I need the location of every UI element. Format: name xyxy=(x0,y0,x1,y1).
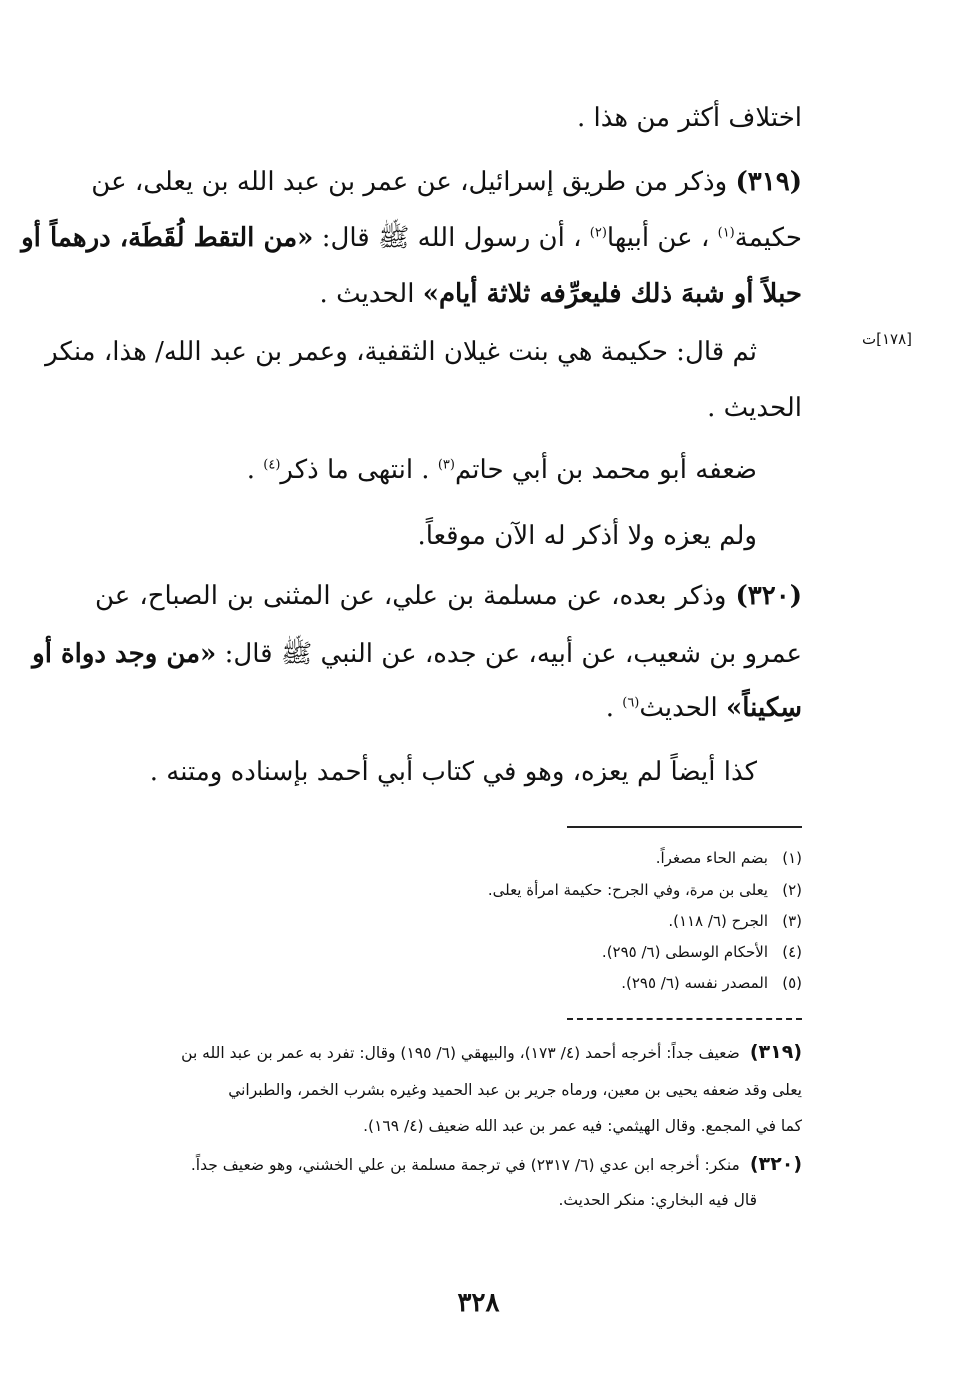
text-line-4 xyxy=(320,274,802,314)
text-line-11 xyxy=(606,688,802,728)
editor-note-key: (٣١٩) xyxy=(749,1041,802,1063)
footnote-ref-1: (١) xyxy=(717,225,735,241)
editor-note-319-line-3 xyxy=(363,1112,802,1140)
page-number: ٣٢٨ xyxy=(457,1288,500,1318)
editor-note-text: كما في المجمع. وقال الهيثمي: فيه عمر بن عبد الله ضعيف (٤/ ١٦٩). xyxy=(363,1117,802,1135)
hadith-quote: سِكيناً» xyxy=(725,693,802,723)
footnote-key: (١) xyxy=(782,849,802,867)
text-span: . xyxy=(605,693,614,723)
text-span: . انتهى ما ذكر xyxy=(280,455,430,485)
text-line-3 xyxy=(21,218,802,258)
text-line-12 xyxy=(150,752,757,792)
entry-number-320: (٣٢٠) xyxy=(735,581,802,611)
text-span: ، أن رسول الله ﷺ قال: xyxy=(321,223,582,253)
text-line-8 xyxy=(417,516,757,556)
footnote-4 xyxy=(602,940,802,964)
footnote-text: بضم الحاء مصغراً. xyxy=(655,849,768,867)
footnote-text: المصدر نفسه (٦/ ٢٩٥). xyxy=(621,974,768,992)
text-span: اختلاف أكثر من هذا . xyxy=(576,103,802,133)
editor-note-320-line-2 xyxy=(559,1186,758,1214)
footnote-key: (٣) xyxy=(782,912,802,930)
footnote-5 xyxy=(621,971,802,995)
editor-note-key: (٣٢٠) xyxy=(749,1153,802,1175)
text-line-9 xyxy=(95,576,802,616)
text-span: الحديث . xyxy=(707,393,802,423)
text-span: ، عن أبيها xyxy=(606,223,710,253)
editor-notes-separator xyxy=(567,1018,802,1020)
text-span: عمرو بن شعيب، عن أبيه، عن جده، عن النبي ﷺ قال: xyxy=(224,639,802,669)
footnote-separator xyxy=(567,826,802,828)
footnote-1 xyxy=(656,846,802,870)
footnote-key: (٤) xyxy=(782,943,802,961)
footnote-ref-4: (٤) xyxy=(263,457,281,473)
editor-note-320-line-1 xyxy=(191,1150,802,1179)
editor-note-text: قال فيه البخاري: منكر الحديث. xyxy=(558,1191,757,1209)
footnote-ref-2: (٢) xyxy=(589,225,607,241)
footnote-key: (٢) xyxy=(782,881,802,899)
text-span: كذا أيضاً لم يعزه، وهو في كتاب أبي أحمد بإسناده ومتنه . xyxy=(149,757,757,787)
editor-note-text: ضعيف جداً: أخرجه أحمد (٤/ ١٧٣)، والبيهقي (٦/ ١٩٥) وقال: تفرد به عمر بن عبد الله بن xyxy=(181,1044,740,1062)
footnote-text: الأحكام الوسطى (٦/ ٢٩٥). xyxy=(601,943,768,961)
text-line-7 xyxy=(247,450,757,490)
entry-number-319: (٣١٩) xyxy=(735,167,802,197)
editor-note-319-line-2 xyxy=(228,1076,802,1104)
hadith-quote: «من وجد دواة أو xyxy=(32,639,217,669)
text-span: حكيمة xyxy=(734,223,802,253)
text-line-2 xyxy=(91,162,802,202)
text-span: ثم قال: حكيمة هي بنت غيلان الثقفية، وعمر بن عبد الله/ هذا، منكر xyxy=(45,337,757,367)
footnote-3 xyxy=(668,909,802,933)
footnote-ref-6: (٦) xyxy=(622,695,640,711)
editor-note-319-line-1 xyxy=(181,1038,802,1067)
text-span: ضعفه أبو محمد بن أبي حاتم xyxy=(454,455,757,485)
text-span: الحديث . xyxy=(319,279,415,309)
text-span: ولم يعزه ولا أذكر له الآن موقعاً. xyxy=(417,521,757,551)
footnote-2 xyxy=(488,878,802,902)
footnote-text: الجرح (٦/ ١١٨). xyxy=(668,912,768,930)
footnote-ref-3: (٣) xyxy=(437,457,455,473)
text-line-6 xyxy=(707,388,802,428)
text-line-1 xyxy=(577,98,802,138)
text-span: . xyxy=(246,455,255,485)
text-line-10 xyxy=(32,634,802,674)
margin-folio-note: [١٧٨]ت xyxy=(862,330,913,348)
text-line-5 xyxy=(45,332,757,372)
text-span: وذكر بعده، عن مسلمة بن علي، عن المثنى بن الصباح، عن xyxy=(95,581,727,611)
editor-note-text: منكر: أخرجه ابن عدي (٦/ ٢٣١٧) في ترجمة مسلمة بن علي الخشني، وهو ضعيف جداً. xyxy=(190,1156,740,1174)
footnote-key: (٥) xyxy=(782,974,802,992)
text-span: وذكر من طريق إسرائيل، عن عمر بن عبد الله بن يعلى، عن xyxy=(91,167,728,197)
text-span: الحديث xyxy=(639,693,718,723)
editor-note-text: يعلى وقد ضعفه يحيى بن معين، ورماه جرير بن عبد الحميد وغيره بشرب الخمر، والطبراني xyxy=(228,1081,802,1099)
hadith-quote: حبلاً أو شبهَ ذلك فليعرِّفه ثلاثة أيام» xyxy=(422,279,802,309)
footnote-text: يعلى بن مرة، وفي الجرح: حكيمة امرأة يعلى. xyxy=(487,881,768,899)
hadith-quote: «من التقط لُقَطَة، درهماً أو xyxy=(21,223,314,253)
